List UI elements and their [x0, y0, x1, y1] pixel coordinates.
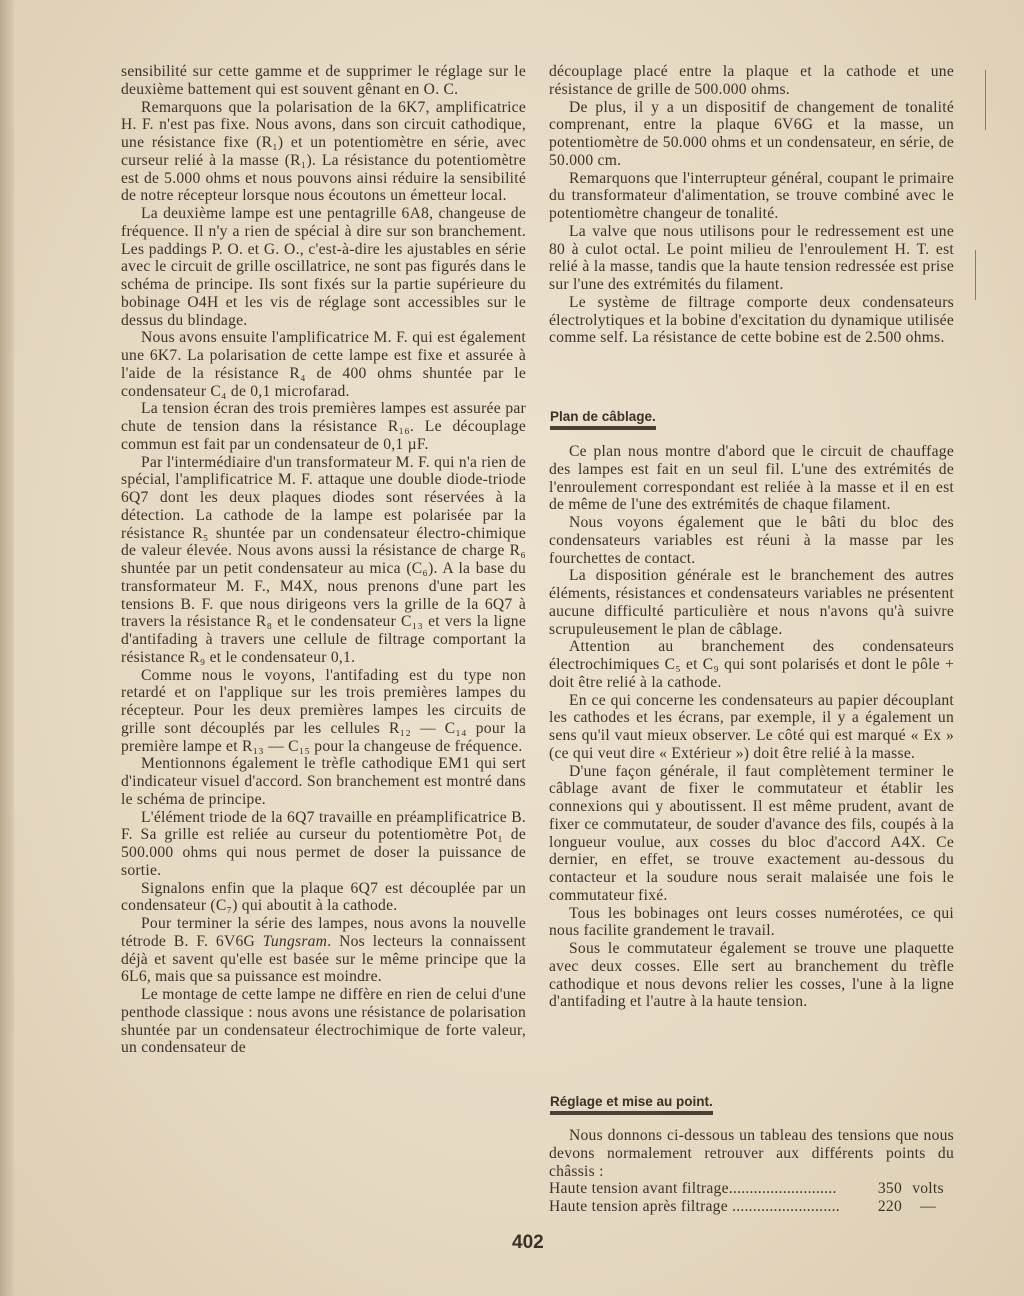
- brand-name: Tungsram: [262, 932, 328, 950]
- paragraph: Sous le commutateur également se trouve une plaquette avec deux cosses. Elle sert au branchement du trèfle cathodique et nous devons relier les cosses, l'une à la ligne d'antifading et l'autre à la haute tension.: [549, 940, 954, 1011]
- paragraph: Le système de filtrage comporte deux condensateurs électrolytiques et la bobine d'excitation du dynamique utilisée comme self. La résistance de cette bobine est de 2.500 ohms.: [549, 293, 954, 347]
- paragraph: découplage placé entre la plaque et la cathode et une résistance de grille de 500.000 ohms.: [549, 63, 954, 98]
- heading-underline: [550, 426, 656, 430]
- page-binding-edge: [0, 0, 14, 1296]
- paragraph: Le montage de cette lampe ne diffère en rien de celui d'une penthode classique : nous avons une résistance de polarisation shuntée par un condensateur électrochimique de forte valeur, un condensateur de: [121, 986, 526, 1057]
- text: . Nos lecteurs la connaissent déjà et savent qu'elle est basée sur le même principe que la 6L6, mais que sa puissance est moindre.: [121, 932, 526, 986]
- paragraph: Par l'intermédiaire d'un transformateur M. F. qui n'a rien de spécial, l'amplificatrice M. F. attaque une double diode-triode 6Q7 dont les deux plaques diodes sont réservées à la détection. La cathode de la lampe est polarisée par la résistance R₅ shuntée par un condensateur électro-chimique de valeur élevée. Nous avons aussi la résistance de charge R₆ shuntée par un petit condensateur au mica (C₆). A la base du transformateur M. F., M4X, nous prenons d'une part les tensions B. F. que nous dirigeons vers la grille de la 6Q7 à travers la résistance R₈ et le condensateur C₁₃ et vers la ligne d'antifading à travers une cellule de filtrage comportant la résistance R₉ et le condensateur 0,1.: [121, 453, 526, 666]
- leader-dots: ..........................: [732, 1198, 840, 1215]
- left-column: [121, 63, 526, 1057]
- paragraph-tetrode: [121, 915, 526, 986]
- row-unit: —: [920, 1198, 936, 1215]
- row-value: 350: [877, 1180, 902, 1198]
- paragraph: Tous les bobinages ont leurs cosses numérotées, ce qui nous facilite grandement le travail.: [549, 904, 954, 940]
- paragraph: En ce qui concerne les condensateurs au papier découplant les cathodes et les écrans, par exemple, il y a également un sens qu'il vaut mieux observer. Le côté qui est marqué « Ex » (ce qui veut dire « Extérieur ») doit être relié à la masse.: [549, 691, 954, 762]
- paragraph: sensibilité sur cette gamme et de supprimer le réglage sur le deuxième battement qui est souvent gênant en O. C.: [121, 63, 526, 98]
- paragraph: De plus, il y a un dispositif de changement de tonalité comprenant, entre la plaque 6V6G et la masse, un potentiomètre de 50.000 ohms et un condensateur, en série, de 50.000 cm.: [549, 98, 954, 169]
- row-unit: volts: [912, 1180, 944, 1198]
- right-column-middle: [549, 443, 954, 1011]
- section-heading-cablage: [550, 409, 656, 430]
- paragraph: Nous donnons ci-dessous un tableau des tensions que nous devons normalement retrouver aux différents points du châssis :: [549, 1127, 954, 1180]
- label-text: Haute tension avant filtrage: [549, 1180, 729, 1198]
- paragraph: D'une façon générale, il faut complètement terminer le câblage avant de fixer le commutateur et établir les connexions qui y aboutissent. Il est même prudent, avant de fixer ce commutateur, de souder d'avance des fils, coupés à la longueur voulue, aux cosses du bloc d'accord A4X. Ce dernier, en effet, se trouve exactement au-dessous du contacteur et la soudure nous serait malaisée une fois le commutateur fixé.: [549, 762, 954, 904]
- paragraph: La deuxième lampe est une pentagrille 6A8, changeuse de fréquence. Il n'y a rien de spécial à dire sur son branchement. Les paddings P. O. et G. O., c'est-à-dire les ajustables en série avec le circuit de grille oscillatrice, ne sont pas figurés dans le schéma de principe. Ils sont fixés sur la partie supérieure du bobinage O4H et les vis de réglage sont accessibles sur le dessus du blindage.: [121, 205, 526, 329]
- page-number: 402: [512, 1232, 544, 1253]
- paragraph: Remarquons que la polarisation de la 6K7, amplificatrice H. F. n'est pas fixe. Nous avons, dans son circuit cathodique, une résistance fixe (R₁) et un potentiomètre en série, avec curseur relié à la masse (R₁). La résistance du potentiomètre est de 5.000 ohms et nous pouvons ainsi réduire la sensibilité de notre récepteur lorsque nous écoutons un émetteur local.: [121, 98, 526, 205]
- row-label: [549, 1180, 850, 1198]
- paragraph: Attention au branchement des condensateurs électrochimiques C₅ et C₉ qui sont polarisés et dont le pôle + doit être relié à la cathode.: [549, 638, 954, 691]
- paragraph: La disposition générale est le branchement des autres éléments, résistances et condensateurs variables ne présentent aucune difficulté particulière et nous n'avons qu'à suivre scrupuleusement le plan de câblage.: [549, 567, 954, 638]
- leader-dots: ..........................: [728, 1180, 837, 1198]
- margin-mark: [975, 250, 976, 300]
- paragraph: Signalons enfin que la plaque 6Q7 est découplée par un condensateur (C₇) qui aboutit à la cathode.: [121, 879, 526, 915]
- label-text: Haute tension après filtrage: [549, 1198, 728, 1215]
- paragraph: L'élément triode de la 6Q7 travaille en préamplificatrice B. F. Sa grille est reliée au curseur du potentiomètre Pot₁ de 500.000 ohms qui nous permet de doser la puissance de sortie.: [121, 808, 526, 879]
- voltage-table-row: [549, 1198, 954, 1216]
- paragraph: Mentionnons également le trèfle cathodique EM1 qui sert d'indicateur visuel d'accord. Son branchement est montré dans le schéma de principe.: [121, 755, 526, 808]
- right-column-top: [549, 63, 954, 347]
- row-label: [549, 1198, 850, 1216]
- voltage-table-row: [549, 1180, 954, 1198]
- paragraph: Remarquons que l'interrupteur général, coupant le primaire du transformateur d'alimentation, se trouve combiné avec le potentiomètre changeur de tonalité.: [549, 169, 954, 222]
- paragraph: La valve que nous utilisons pour le redressement est une 80 à culot octal. Le point milieu de l'enroulement H. T. est relié à la masse, tandis que la haute tension redressée est prise sur l'une des extrémités du filament.: [549, 222, 954, 293]
- paragraph: Comme nous le voyons, l'antifading est du type non retardé et on l'applique sur les trois premières lampes du récepteur. Pour les deux premières lampes les circuits de grille sont découplés par les cellules R₁₂ — C₁₄ pour la première lampe et R₁₃ — C₁₅ pour la changeuse de fréquence.: [121, 666, 526, 755]
- section-heading-reglage: [550, 1094, 713, 1115]
- right-column-bottom: [549, 1127, 954, 1216]
- heading-text: Plan de câblage.: [550, 409, 656, 424]
- text: Pour terminer la série des lampes, nous avons la nouvelle tétrode B. F. 6V6G: [121, 915, 526, 950]
- heading-underline: [550, 1111, 713, 1115]
- paragraph: La tension écran des trois premières lampes est assurée par chute de tension dans la résistance R₁₆. Le découplage commun est fait par un condensateur de 0,1 µF.: [121, 400, 526, 453]
- row-value: 220: [877, 1198, 902, 1215]
- margin-mark: [985, 70, 986, 130]
- heading-text: Réglage et mise au point.: [550, 1094, 713, 1109]
- paragraph: Ce plan nous montre d'abord que le circuit de chauffage des lampes est fait en un seul fil. L'une des extrémités de l'enroulement correspondant est reliée à la masse et il en est de même de l'une des extrémités de chaque filament.: [549, 443, 954, 514]
- paragraph: Nous avons ensuite l'amplificatrice M. F. qui est également une 6K7. La polarisation de cette lampe est fixe et assurée à l'aide de la résistance R₄ de 400 ohms shuntée par le condensateur C₄ de 0,1 microfarad.: [121, 329, 526, 400]
- paragraph: Nous voyons également que le bâti du bloc des condensateurs variables est réuni à la masse par les fourchettes de contact.: [549, 514, 954, 567]
